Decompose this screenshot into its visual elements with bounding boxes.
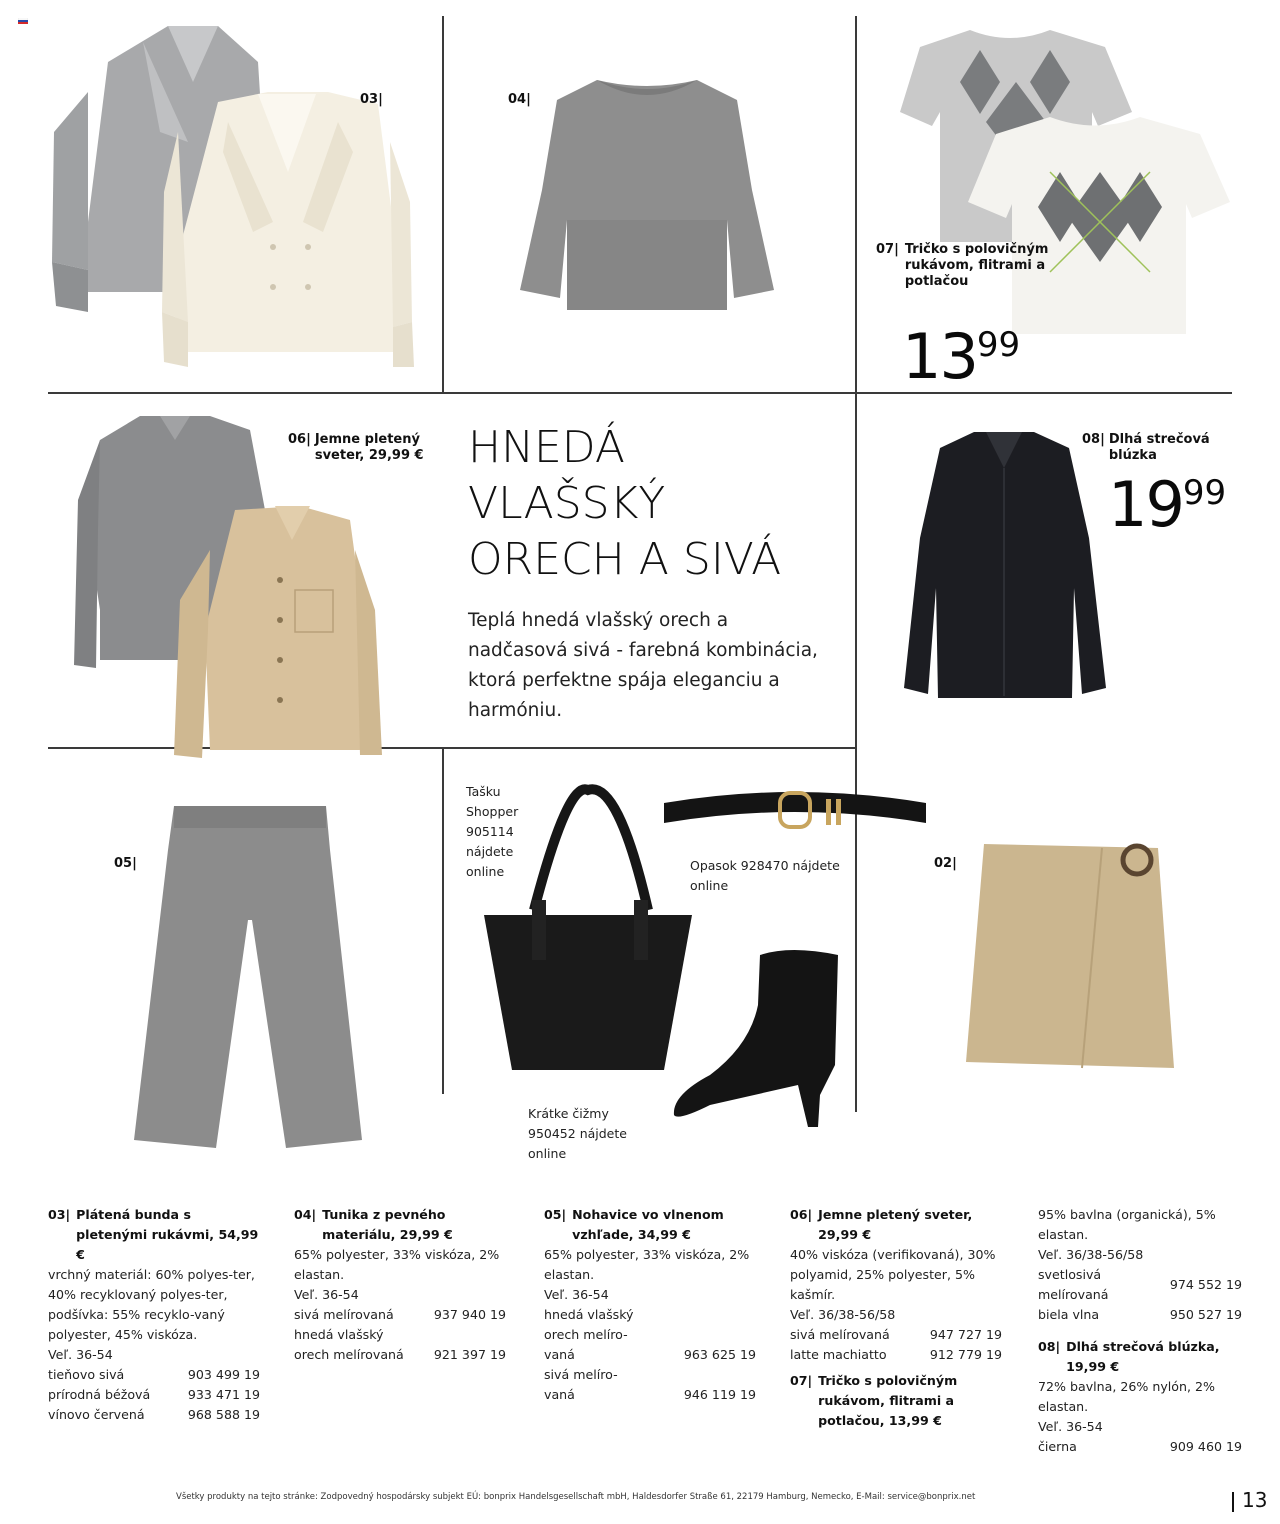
details-04-size: Veľ. 36-54 <box>294 1287 359 1302</box>
details-08-number: 08| <box>1038 1339 1061 1354</box>
note-boots: Krátke čižmy 950452 nájdete online <box>528 1106 627 1161</box>
headline-line-3: ORECH A SIVÁ <box>468 534 782 585</box>
price-08-integer: 19 <box>1108 468 1183 541</box>
details-08-desc: 72% bavlna, 26% nylón, 2% elastan. <box>1038 1379 1215 1414</box>
details-03-row <box>48 1405 260 1425</box>
details-04-color: sivá melírovaná <box>294 1307 394 1322</box>
details-03-color: tieňovo sivá <box>48 1367 125 1382</box>
details-05-title: Nohavice vo vlnenom vzhľade, 34,99 € <box>572 1207 724 1242</box>
page-number <box>1232 1488 1267 1512</box>
details-06-color: sivá melírovaná <box>790 1327 890 1342</box>
details-07-code: 974 552 19 <box>1169 1277 1242 1292</box>
details-06-row <box>790 1345 1002 1365</box>
details-04-desc: 65% polyester, 33% viskóza, 2% elastan. <box>294 1247 500 1282</box>
details-05-code: 946 119 19 <box>683 1387 756 1402</box>
details-08-title: Dlhá strečová blúzka, 19,99 € <box>1066 1339 1220 1374</box>
details-05-color: hnedá vlašský orech melíro-vaná <box>544 1307 634 1362</box>
details-07-color: svetlosivá melírovaná <box>1038 1267 1109 1302</box>
details-05-size: Veľ. 36-54 <box>544 1287 609 1302</box>
price-08-decimal: 99 <box>1182 473 1227 513</box>
details-03-row <box>48 1365 260 1385</box>
details-07-size: Veľ. 36/38-56/58 <box>1038 1247 1144 1262</box>
grid-line-h1 <box>48 392 1232 394</box>
details-06-row <box>790 1325 1002 1345</box>
details-03-size: Veľ. 36-54 <box>48 1347 113 1362</box>
jackets-image <box>48 22 428 372</box>
details-03-code: 968 588 19 <box>187 1407 260 1422</box>
details-04-title: Tunika z pevného materiálu, 29,99 € <box>322 1207 453 1242</box>
grid-line-v4 <box>442 748 444 1094</box>
grid-line-v2 <box>855 16 857 392</box>
details-04 <box>294 1205 506 1365</box>
details-06-desc: 40% viskóza (verifikovaná), 30% polyamid, 25% polyester, 5% kašmír. <box>790 1247 996 1302</box>
tag-05: 05| <box>114 856 137 871</box>
details-04-number: 04| <box>294 1207 317 1222</box>
details-07-row <box>1038 1265 1242 1305</box>
tag-06 <box>288 432 438 464</box>
details-08-code: 909 460 19 <box>1169 1439 1242 1454</box>
tag-04: 04| <box>508 92 531 107</box>
details-06-code: 912 779 19 <box>929 1347 1002 1362</box>
details-05-code: 963 625 19 <box>683 1347 756 1362</box>
details-06-code: 947 727 19 <box>929 1327 1002 1342</box>
details-04-row <box>294 1325 506 1365</box>
details-07-code: 950 527 19 <box>1169 1307 1242 1322</box>
price-08 <box>1108 468 1227 541</box>
page-number-divider <box>1232 1492 1234 1512</box>
trousers-image <box>130 800 370 1155</box>
tag-08-text: Dlhá strečová blúzka <box>1108 432 1210 463</box>
details-05-desc: 65% polyester, 33% viskóza, 2% elastan. <box>544 1247 750 1282</box>
details-03-row <box>48 1385 260 1405</box>
tunic-image <box>512 70 782 320</box>
skirt-image <box>962 838 1177 1078</box>
details-07-08 <box>1038 1205 1242 1457</box>
grid-line-v1 <box>442 16 444 392</box>
details-04-color: hnedá vlašský orech melírovaná <box>294 1327 404 1362</box>
belt-image <box>660 785 930 845</box>
details-05-number: 05| <box>544 1207 567 1222</box>
tag-08 <box>1082 432 1232 464</box>
details-06-number: 06| <box>790 1207 813 1222</box>
details-03 <box>48 1205 260 1425</box>
details-04-code: 921 397 19 <box>433 1347 506 1362</box>
details-05-row <box>544 1305 756 1365</box>
flag-icon <box>18 18 28 24</box>
details-05-color: sivá melíro-vaná <box>544 1367 618 1402</box>
tshirts-image <box>900 22 1240 342</box>
headline-line-2: VLAŠSKÝ <box>468 478 666 529</box>
details-07-color: biela vlna <box>1038 1307 1100 1322</box>
details-03-code: 933 471 19 <box>187 1387 260 1402</box>
tag-03: 03| <box>360 92 383 107</box>
details-07-number: 07| <box>790 1373 813 1388</box>
headline <box>468 420 781 588</box>
tag-02: 02| <box>934 856 957 871</box>
price-07-integer: 13 <box>902 320 977 393</box>
details-03-title: Plátená bunda s pletenými rukávmi, 54,99 € <box>76 1207 259 1262</box>
details-05-row <box>544 1365 756 1405</box>
details-03-code: 903 499 19 <box>187 1367 260 1382</box>
details-06-title: Jemne pletený sveter, 29,99 € <box>818 1207 973 1242</box>
note-belt: Opasok 928470 nájdete online <box>690 858 840 893</box>
details-03-desc: vrchný materiál: 60% polyes-ter, 40% recyklovaný polyes-ter, podšívka: 55% recyklo-vaný polyester, 45% viskóza. <box>48 1267 255 1342</box>
note-bag: Tašku Shopper 905114 nájdete online <box>466 784 519 879</box>
details-08-color: čierna <box>1038 1439 1077 1454</box>
details-06 <box>790 1205 1002 1431</box>
tag-07 <box>876 242 1054 290</box>
details-07-row <box>1038 1305 1242 1325</box>
price-07-decimal: 99 <box>976 325 1021 365</box>
tag-07-number: 07| <box>876 242 899 257</box>
price-07 <box>902 320 1021 393</box>
details-06-color: latte machiatto <box>790 1347 887 1362</box>
footer-legal: Všetky produkty na tejto stránke: Zodpovedný hospodársky subjekt EÚ: bonprix Handelsgesellschaft mbH, Haldesdorfer Straße 61, 22179 Hamburg, Nemecko, E-Mail: service@bonprix.net <box>176 1492 976 1502</box>
details-03-color: prírodná béžová <box>48 1387 151 1402</box>
details-05 <box>544 1205 756 1405</box>
tag-08-number: 08| <box>1082 432 1105 447</box>
details-07-title: Tričko s polovičným rukávom, flitrami a potlačou, 13,99 € <box>818 1373 958 1428</box>
details-06-size: Veľ. 36/38-56/58 <box>790 1307 896 1322</box>
details-03-color: vínovo červená <box>48 1407 145 1422</box>
details-03-number: 03| <box>48 1207 71 1222</box>
details-08-size: Veľ. 36-54 <box>1038 1419 1103 1434</box>
ankle-boot-image <box>670 945 855 1135</box>
details-04-code: 937 940 19 <box>433 1307 506 1322</box>
intro-text: Teplá hnedá vlašský orech a nadčasová sivá - farebná kombinácia, ktorá perfektne spája eleganciu a harmóniu. <box>468 610 818 721</box>
tag-06-number: 06| <box>288 432 311 447</box>
page-number-value: 13 <box>1242 1488 1268 1512</box>
details-07-desc: 95% bavlna (organická), 5% elastan. <box>1038 1207 1216 1242</box>
grid-line-v3 <box>855 392 857 748</box>
details-08-row <box>1038 1437 1242 1457</box>
tag-07-text: Tričko s polovičným rukávom, flitrami a potlačou <box>904 242 1049 289</box>
tag-06-text: Jemne pletený sveter, 29,99 € <box>314 432 424 463</box>
black-blouse-image <box>894 428 1116 706</box>
details-04-row <box>294 1305 506 1325</box>
headline-line-1: HNEDÁ <box>468 422 626 473</box>
